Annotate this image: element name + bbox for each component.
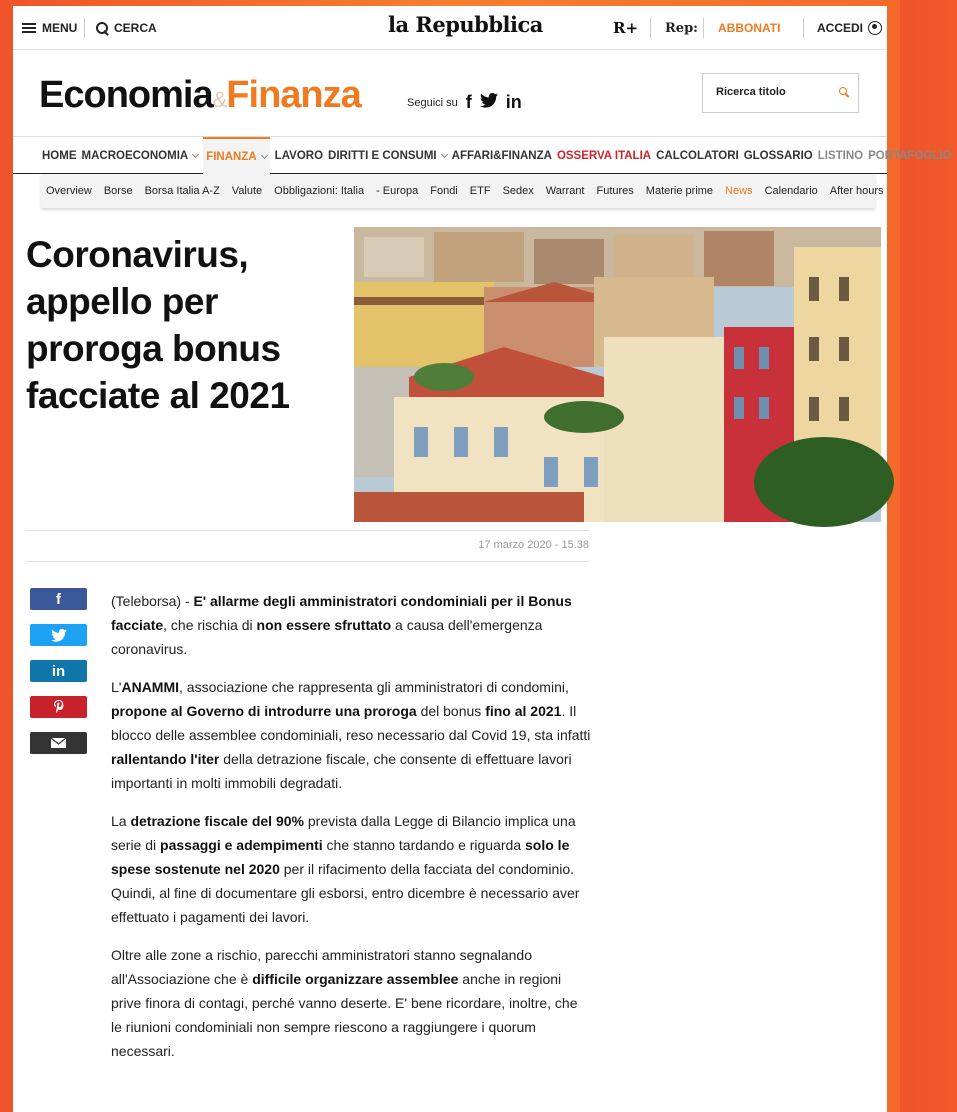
subnav-item-europa[interactable]: - Europa bbox=[376, 185, 419, 197]
search-icon bbox=[96, 22, 109, 35]
nav-item-label: OSSERVA ITALIA bbox=[556, 149, 652, 162]
subnav-item-news[interactable]: News bbox=[725, 185, 753, 197]
follow-label: Seguici su bbox=[407, 96, 458, 109]
article-date: 17 marzo 2020 - 15.38 bbox=[478, 539, 589, 551]
repubblica-logo[interactable]: la Repubblica bbox=[388, 12, 543, 37]
article-hero-image bbox=[354, 227, 881, 522]
article-headline: Coronavirus, appello per proroga bonus facciate al 2021 bbox=[26, 234, 290, 416]
share-pinterest-button[interactable] bbox=[30, 696, 87, 718]
subnav-item-borsa-italia-a-z[interactable]: Borsa Italia A-Z bbox=[144, 185, 220, 197]
title-search-input[interactable] bbox=[716, 86, 826, 98]
subnav-item-obbligazioni-italia[interactable]: Obbligazioni: Italia bbox=[274, 185, 365, 197]
nav-item-label: DIRITTI E CONSUMI bbox=[328, 149, 437, 162]
nav-item-label: CALCOLATORI bbox=[656, 149, 739, 162]
nav-item-label: LAVORO bbox=[274, 149, 324, 162]
main-nav-list bbox=[42, 137, 957, 174]
brand-finanza: Finanza bbox=[226, 74, 361, 116]
chevron-down-icon bbox=[261, 151, 268, 158]
pinterest-icon bbox=[53, 700, 65, 715]
nav-item-lavoro[interactable] bbox=[275, 137, 323, 174]
nav-item-listino[interactable] bbox=[818, 137, 863, 174]
linkedin-icon[interactable]: in bbox=[505, 92, 522, 112]
nav-item-label: HOME bbox=[42, 149, 77, 162]
nav-item-label: PORTAFOGLIO bbox=[868, 149, 952, 162]
nav-item-calcolatori[interactable] bbox=[656, 137, 739, 174]
article-paragraph: L'ANAMMI, associazione che rappresenta gli amministratori di condomini, propone al Governo di introdurre una proroga del bonus fino al 2021. Il blocco delle assemblee condominiali, reso necessario dal Covid 19, sta infatti rallentando l'iter della detrazione fiscale, che consente di effettuare lavori importanti in molti immobili degradati. bbox=[111, 679, 591, 791]
divider bbox=[26, 561, 589, 562]
search-icon[interactable] bbox=[839, 87, 850, 98]
nav-item-label: AFFARI&FINANZA bbox=[451, 149, 552, 162]
page bbox=[13, 6, 952, 1112]
nav-item-label: LISTINO bbox=[817, 149, 864, 162]
twitter-icon bbox=[51, 629, 67, 642]
nav-item-macroeconomia[interactable] bbox=[82, 137, 199, 174]
brand-economia: Economia bbox=[39, 74, 213, 116]
subnav-item-borse[interactable]: Borse bbox=[103, 185, 133, 197]
article-paragraph: Oltre alle zone a rischio, parecchi amministratori stanno segnalando all'Associazione che è difficile organizzare assemblee anche in regioni prive finora di contagi, perché vanno deserte. E' bene ricordare, inoltre, che le riunioni condominiali non sempre riescono a raggiungere i quorum necessari. bbox=[111, 947, 578, 1059]
share-linkedin-button[interactable] bbox=[30, 660, 87, 682]
main-nav bbox=[13, 136, 952, 174]
nav-item-finanza[interactable] bbox=[203, 137, 269, 174]
share-email-button[interactable] bbox=[30, 732, 87, 754]
divider bbox=[26, 530, 589, 531]
nav-item-label: GLOSSARIO bbox=[743, 149, 813, 162]
section-logo[interactable] bbox=[39, 74, 361, 117]
subnav-item-futures[interactable]: Futures bbox=[596, 185, 634, 197]
rep-link[interactable] bbox=[665, 6, 698, 50]
hamburger-icon bbox=[22, 23, 36, 33]
article-paragraph: La detrazione fiscale del 90% prevista dalla Legge di Bilancio implica una serie di passaggi e adempimenti che stanno tardando e riguarda solo le spese sostenute nel 2020 per il rifacimento della facciata del condominio. Quindi, al fine di documentare gli esborsi, entro dicembre è necessario aver effettuato i pagamenti dei lavori. bbox=[111, 813, 580, 925]
share-twitter-button[interactable] bbox=[30, 624, 87, 646]
article-paragraph: (Teleborsa) - E' allarme degli amministratori condominiali per il Bonus facciate, che rischia di non essere sfruttato a causa dell'emergenza coronavirus. bbox=[111, 593, 572, 657]
brand-ampersand: & bbox=[212, 87, 227, 112]
subnav-item-materie-prime[interactable]: Materie prime bbox=[645, 185, 714, 197]
email-icon bbox=[51, 738, 66, 748]
article-body bbox=[111, 589, 591, 1077]
subnav-item-sedex[interactable]: Sedex bbox=[502, 185, 534, 197]
nav-item-diritti-e-consumi[interactable] bbox=[328, 137, 447, 174]
chevron-down-icon bbox=[441, 150, 448, 157]
menu-button[interactable] bbox=[22, 6, 77, 50]
divider bbox=[650, 18, 651, 38]
linkedin-icon: in bbox=[51, 662, 66, 680]
subnav-item-etf[interactable]: ETF bbox=[469, 185, 491, 197]
chevron-down-icon bbox=[192, 150, 199, 157]
divider bbox=[703, 18, 704, 38]
rplus-label: R+ bbox=[613, 19, 639, 37]
nav-item-osserva-italia[interactable] bbox=[557, 137, 651, 174]
twitter-icon[interactable] bbox=[480, 92, 498, 113]
login-label: ACCEDI bbox=[817, 21, 864, 35]
subnav-item-calendario[interactable]: Calendario bbox=[764, 185, 818, 197]
subnav-item-fondi[interactable]: Fondi bbox=[430, 185, 458, 197]
subscribe-label: ABBONATI bbox=[718, 21, 781, 35]
rplus-link[interactable] bbox=[613, 6, 638, 50]
user-icon bbox=[868, 21, 882, 35]
nav-item-home[interactable] bbox=[42, 137, 77, 174]
search-label: CERCA bbox=[114, 21, 157, 35]
facebook-icon[interactable]: f bbox=[465, 92, 472, 112]
subnav-item-warrant[interactable]: Warrant bbox=[545, 185, 585, 197]
rooftops-photo bbox=[354, 227, 881, 522]
social-follow bbox=[407, 92, 522, 113]
facebook-icon: f bbox=[56, 590, 61, 608]
divider bbox=[84, 18, 85, 38]
search-button[interactable] bbox=[96, 6, 157, 50]
title-search bbox=[702, 73, 859, 113]
subscribe-link[interactable] bbox=[718, 6, 780, 50]
sub-nav bbox=[41, 174, 884, 208]
top-bar bbox=[13, 6, 887, 50]
divider bbox=[803, 18, 804, 38]
nav-item-affari-finanza[interactable] bbox=[452, 137, 552, 174]
nav-item-glossario[interactable] bbox=[744, 137, 813, 174]
rep-label: Rep: bbox=[665, 20, 698, 36]
subnav-item-after-hours[interactable]: After hours bbox=[829, 185, 884, 197]
subnav-item-overview[interactable]: Overview bbox=[46, 185, 92, 197]
nav-item-label: FINANZA bbox=[206, 150, 257, 163]
menu-label: MENU bbox=[42, 21, 78, 35]
subnav-item-valute[interactable]: Valute bbox=[231, 185, 263, 197]
nav-item-portafoglio[interactable] bbox=[868, 137, 951, 174]
share-facebook-button[interactable] bbox=[30, 588, 87, 610]
login-button[interactable] bbox=[817, 6, 882, 50]
nav-item-label: MACROECONOMIA bbox=[81, 149, 189, 162]
